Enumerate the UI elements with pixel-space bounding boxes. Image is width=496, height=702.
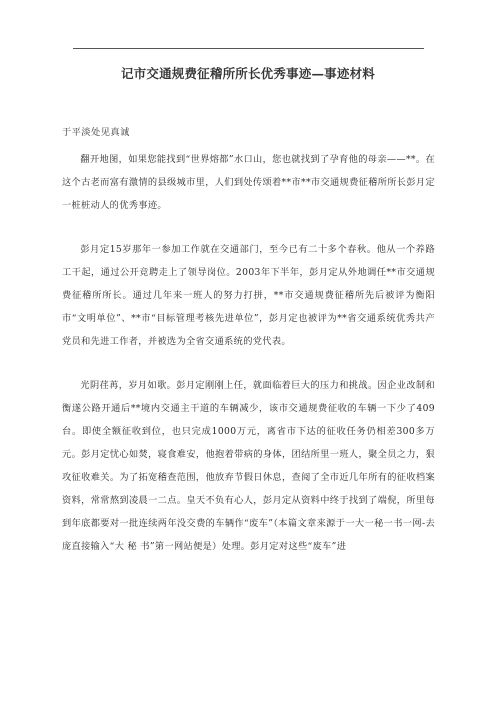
- paragraph-2: 彭月定15岁那年一参加工作就在交通部门，至今已有二十多个春秋。他从一个养路工干起，通过公开竞聘走上了领导岗位。2003年下半年，彭月定从外地调任**市交通规费征稽所所长。通过几年来一班人的努力打拼，**市交通规费征稽所先后被评为衡阳市“文明单位”、**市“目标管理考核先进单位”，彭月定也被评为**省交通系统优秀共产党员和先进工作者，并被选为全省交通系统的党代表。: [62, 244, 435, 347]
- paragraph-1: 翻开地图，如果您能找到“世界熔都”水口山，您也就找到了孕育他的母亲——**。在这个古老而富有激情的县级城市里，人们到处传颂着**市**市交通规费征稽所所长彭月定一桩桩动人的优秀事迹。: [62, 154, 435, 211]
- document-subtitle: 于平淡处见真诚: [62, 127, 130, 138]
- header-rule: [73, 48, 424, 49]
- paragraph-3: 光阴荏苒，岁月如歌。彭月定刚刚上任，就面临着巨大的压力和挑战。因企业改制和衡遂公路开通后**境内交通主干道的车辆减少，该市交通规费征收的车辆一下少了409台。即使全额征收到位，也只完成1000万元，离省市下达的征收任务仍相差300多万元。彭月定忧心如焚，寝食难安，他抱着带病的身体，团结所里一班人，聚全员之力，狠攻征收难关。为了拓宽稽查范围，他放弃节假日休息，查阅了全市近几年所有的征收档案资料，常常熬到凌晨一二点。皇天不负有心人，彭月定从资料中终于找到了端倪，所里每到年底都要对一批连续两年没交费的车辆作“废车”（本篇文章来源于一大一秘一书一网-去庞直接输入“大 秘 书”第一网站便是）处理。彭月定对这些“废车”进: [62, 380, 435, 552]
- document-title: 记市交通规费征稽所所长优秀事迹—事迹材料: [120, 66, 375, 81]
